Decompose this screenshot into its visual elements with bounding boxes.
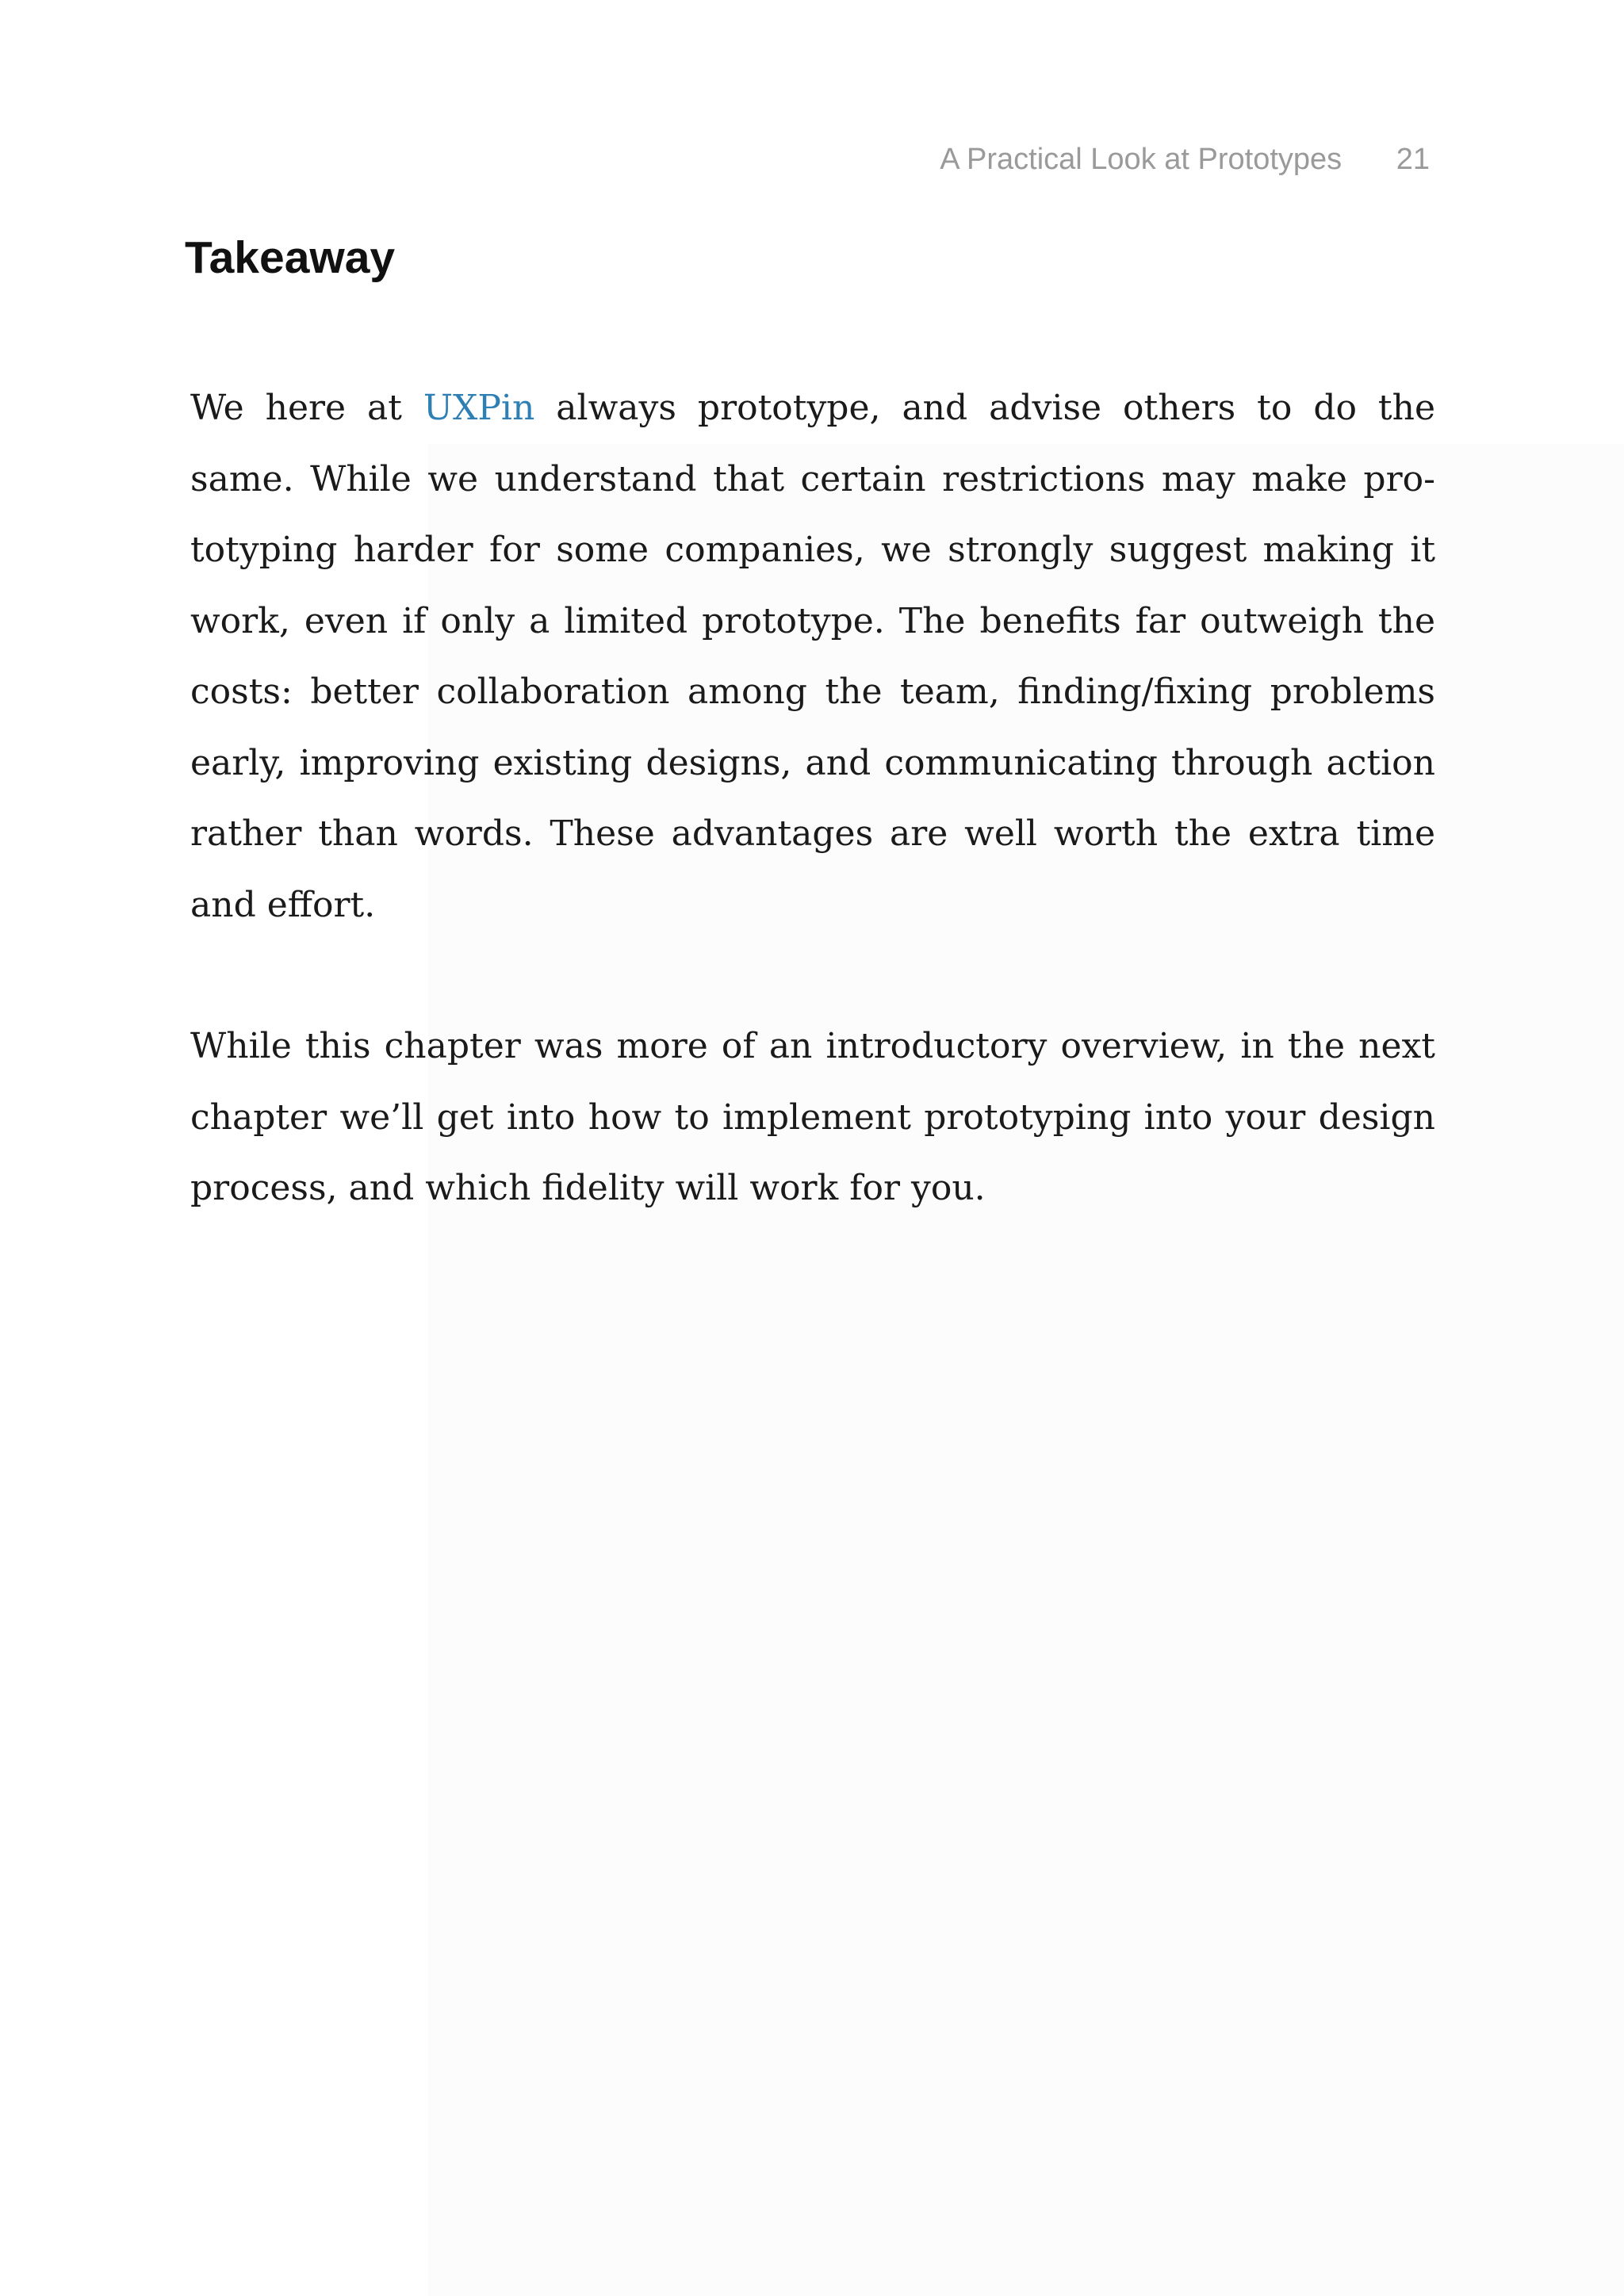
section-heading: Takeaway: [185, 232, 396, 283]
body-paragraph: [190, 373, 1435, 940]
paragraph-text: We here at: [190, 388, 423, 428]
running-header: [940, 143, 1430, 177]
book-title: A Practical Look at Prototypes: [940, 143, 1342, 176]
paragraph-text: always prototype, and advise others to do the same. While we understand that certain restrictions may make prototyping harder for some companies, we strongly suggest making it work, even if only a limited prototype. The benefits far outweigh the costs: better collaboration among the team, finding/fixing problems early, improving existing designs, and communicating through action rather than words. These advantages are well worth the extra time and effort.: [190, 388, 1435, 925]
uxpin-link[interactable]: UXPin: [423, 388, 535, 428]
body-paragraph: While this chapter was more of an introductory overview, in the next chapter we’ll get into how to implement prototyping into your design process, and which fidelity will work for you.: [190, 1026, 1435, 1208]
page-number: 21: [1396, 143, 1430, 176]
